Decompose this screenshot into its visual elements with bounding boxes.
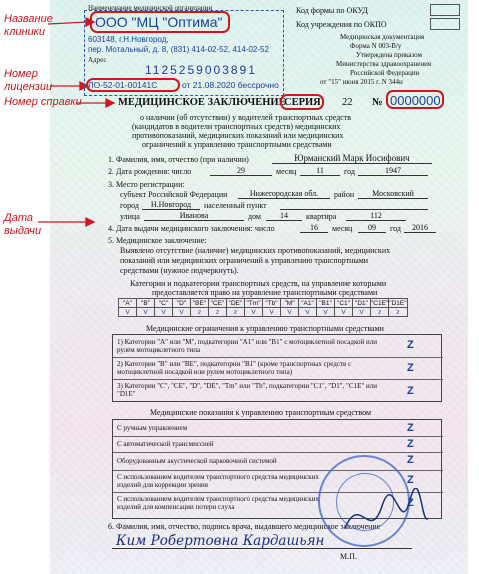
org-label: Наименование медицинской организации <box>88 4 213 12</box>
org-address-line2: пер. Мотальный, д. 8, (831) 414-02-52, 414-02-52 <box>88 45 269 54</box>
field-fio-label: 1. Фамилия, имя, отчество (при наличии) <box>108 155 249 164</box>
category-header: "DE" <box>227 299 245 308</box>
restriction-mark-3: Z <box>407 385 414 397</box>
field-fio-value: Юрманский Марк Иосифович <box>272 154 432 164</box>
series-highlight <box>280 94 324 110</box>
indication-mark-3: Z <box>407 454 414 466</box>
category-value: z <box>389 308 407 317</box>
conclusion-line3: средствами (нужное подчеркнуть). <box>120 266 239 275</box>
mp-label: М.П. <box>340 552 357 561</box>
restriction-mark-2: Z <box>407 362 414 374</box>
field-birth-month: 11 <box>300 166 340 176</box>
category-value: z <box>191 308 209 317</box>
field-house-value: 14 <box>266 211 302 221</box>
category-header: "B1" <box>317 299 335 308</box>
field-issue-day: 16 <box>300 223 328 233</box>
annotation-issue-date: Дата выдачи <box>4 212 42 237</box>
field-birth-year-label: год <box>344 167 355 176</box>
field-issue-year-label: год <box>390 224 401 233</box>
category-value: z <box>371 308 389 317</box>
ministry-line2: Российской Федерации <box>350 69 420 77</box>
field-birth-label: 2. Дата рождения: число <box>108 167 192 176</box>
field-city-label: город <box>120 201 139 210</box>
field-subject-label: субъект Российской Федерации <box>120 190 228 199</box>
restriction-row-2: 2) Категории "B" или "BE", подкатегории "B1" (кроме транспортных средств с мотоциклетной посадкой или рулем мотоциклетного типа) <box>117 360 352 376</box>
indication-mark-1: Z <box>407 422 414 434</box>
category-value: V <box>317 308 335 317</box>
number-label: № <box>372 97 383 108</box>
category-value: V <box>119 308 137 317</box>
okud-label: Код формы по ОКУД <box>296 6 368 15</box>
field-reg-label: 3. Место регистрации: <box>108 180 185 189</box>
annotation-cert-number-text: Номер справки <box>4 96 82 108</box>
doctor-name: Ким Робертовна Кардашьян <box>116 533 325 549</box>
field-issue-label: 4. Дата выдачи медицинского заключения: число <box>108 224 275 233</box>
indication-row-2: С автоматической трансмиссией <box>117 440 214 448</box>
field-birth-day: 29 <box>210 166 272 176</box>
category-value: V <box>335 308 353 317</box>
subtitle-line1: о наличии (об отсутствии) у водителей транспортных средств <box>140 113 351 122</box>
org-name: ООО "МЦ "Оптима" <box>95 14 223 30</box>
field-apt-label: квартира <box>306 212 337 221</box>
series-number: 22 <box>342 97 353 108</box>
category-header: "A1" <box>299 299 317 308</box>
okpo-label: Код учреждения по ОКПО <box>296 20 387 29</box>
restriction-divider-1 <box>113 357 443 358</box>
arrow-date-head <box>86 218 94 226</box>
category-header: "C" <box>155 299 173 308</box>
category-header: "A" <box>119 299 137 308</box>
okud-box <box>430 4 460 16</box>
restriction-row-3: 3) Категории "C", "CE", "D", "DE", "Tm" или "Tb", подкатегории "C1", "D1", "C1E" или "D1E" <box>117 382 377 398</box>
indication-row-1: С ручным управлением <box>117 424 188 432</box>
category-value: V <box>353 308 371 317</box>
annotation-clinic-name: Название клиники <box>4 13 53 38</box>
category-value: V <box>173 308 191 317</box>
field-street-label: улица <box>120 212 140 221</box>
category-header: "M" <box>281 299 299 308</box>
approved-label: Утверждена приказом <box>356 51 422 59</box>
cert-number-highlight <box>386 90 444 109</box>
doctor-label: 6. Фамилия, имя, отчество, подпись врача, выдавшего медицинское заключение <box>108 522 381 531</box>
org-name-highlight <box>90 11 230 33</box>
category-header: "C1" <box>335 299 353 308</box>
indication-row-5: С использованием водителем транспортного средства медицинских изделий для компенсации потери слуха <box>117 495 319 511</box>
category-value: V <box>263 308 281 317</box>
field-subject-value: Нижегородская обл. <box>238 189 330 199</box>
indication-mark-2: Z <box>407 438 414 450</box>
med-doc-label: Медицинская документация <box>340 33 425 41</box>
restrictions-table <box>112 334 442 402</box>
field-house-label: дом <box>248 212 261 221</box>
restrictions-title: Медицинские ограничения к управлению транспортными средствами <box>146 324 384 333</box>
conclusion-line2: показаний или медицинских ограничений к управлению транспортными <box>120 256 369 265</box>
subtitle-line4: ограничений к управлению транспортными средствами <box>142 140 332 149</box>
categories-title1: Категории и подкатегории транспортных средств, на управление которыми <box>130 279 387 288</box>
category-value: V <box>299 308 317 317</box>
org-address-line1: 603148, г.Н.Новгород, <box>88 35 169 44</box>
category-value: V <box>281 308 299 317</box>
category-header: "D" <box>173 299 191 308</box>
annotation-license-number: Номер лицензии <box>4 68 53 93</box>
category-header: "D1E" <box>389 299 407 307</box>
field-issue-year: 2016 <box>404 223 436 233</box>
indication-row-4: С использованием водителем транспортного средства медицинских изделий для коррекции зрения <box>117 473 319 489</box>
signature-scribble <box>340 488 430 548</box>
arrow-clinic <box>48 22 88 24</box>
arrow-cert-head <box>106 99 114 107</box>
subtitle-line2: (кандидатов в водители транспортных средств) медицинских <box>132 122 341 131</box>
category-header: "Tm" <box>246 299 261 307</box>
field-issue-month: 09 <box>358 223 386 233</box>
field-issue-month-label: месяц <box>332 224 353 233</box>
category-value: V <box>137 308 155 317</box>
indication-row-3: Оборудованным акустической парковочной системой <box>117 457 277 465</box>
order-label: от "15" июня 2015 г. N 344н <box>320 78 403 86</box>
category-header: "B" <box>137 299 155 308</box>
category-header: "CE" <box>209 299 227 308</box>
ministry-line1: Министерства здравоохранения <box>336 60 432 68</box>
restriction-mark-1: Z <box>407 339 414 351</box>
subtitle-line3: противопоказаний, медицинских показаний или медицинских <box>132 131 344 140</box>
field-district-label: район <box>334 190 355 199</box>
okpo-box <box>430 18 460 30</box>
doc-title: МЕДИЦИНСКОЕ ЗАКЛЮЧЕНИЕ <box>118 97 286 108</box>
field-birth-month-label: месяц <box>276 167 297 176</box>
series-label: СЕРИЯ <box>284 97 321 108</box>
cert-number: 0000000 <box>390 93 441 108</box>
field-apt-value: 112 <box>346 211 406 221</box>
field-settlement-label: населенный пункт <box>204 201 267 210</box>
field-city-value: Н.Новгород <box>142 200 200 210</box>
field-conclusion-label: 5. Медицинское заключение: <box>108 236 207 245</box>
field-birth-year: 1947 <box>358 166 428 176</box>
category-header: "D1" <box>353 299 371 308</box>
license-highlight <box>86 78 180 92</box>
categories-title2: предоставляется право на управление транспортными средствами <box>152 288 378 297</box>
field-street-value: Иванова <box>144 211 244 221</box>
indication-mark-4: Z <box>407 474 414 486</box>
ogrn: 1125259003891 <box>145 63 257 77</box>
field-settlement-value <box>280 200 428 210</box>
license-date: от 21.08.2020 бессрочно <box>182 80 279 90</box>
license-number: ЛО-52-01-00141С <box>88 80 158 90</box>
doctor-line <box>112 548 412 549</box>
category-value: V <box>245 308 263 317</box>
category-header: "C1E" <box>371 299 389 307</box>
indication-mark-5: Z <box>407 497 414 509</box>
indication-divider-1 <box>113 436 443 437</box>
category-value: z <box>227 308 245 317</box>
indication-divider-2 <box>113 452 443 453</box>
category-value: z <box>209 308 227 317</box>
form-label: Форма N 003-В/у <box>350 42 402 50</box>
conclusion-line1: Выявлено отсутствие (наличие) медицинских противопоказаний, медицинских <box>120 246 391 255</box>
address-label: Адрес <box>88 56 107 64</box>
restriction-row-1: 1) Категории "A" или "M", подкатегории "A1" или "B1" с мотоциклетной посадкой или рулем мотоциклетного типа <box>117 338 377 354</box>
category-value: V <box>155 308 173 317</box>
restriction-divider-2 <box>113 379 443 380</box>
category-header: "Tb" <box>263 299 281 308</box>
category-header: "BE" <box>191 299 209 308</box>
categories-table <box>118 298 408 317</box>
field-district-value: Московский <box>358 189 428 199</box>
indications-title: Медицинские показания к управлению транспортным средством <box>150 408 372 417</box>
